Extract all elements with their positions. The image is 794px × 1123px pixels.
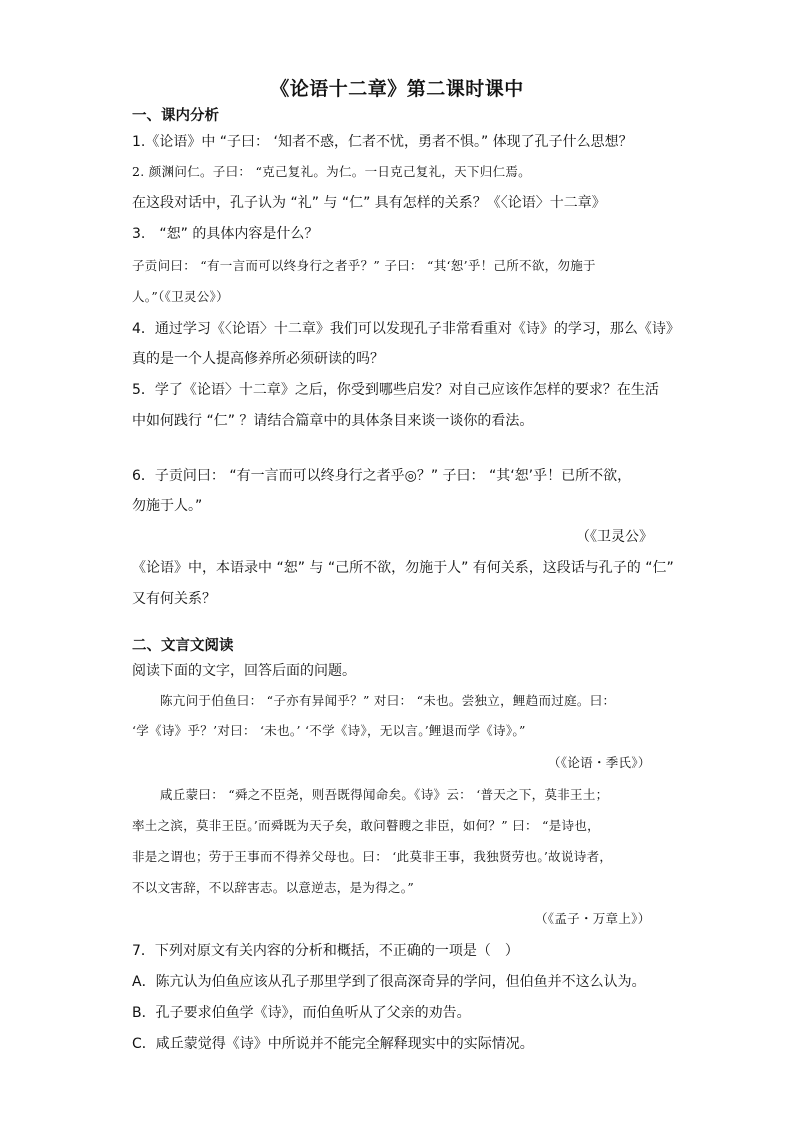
question-6-source: （《卫灵公》 (576, 529, 653, 545)
question-6-line-2: 勿施于人。” (132, 498, 203, 514)
question-5-line-2: 中如何践行 “仁” ？请结合篇章中的具体条目来谈一谈你的看法。 (132, 413, 534, 429)
question-2-text: 在这段对话中，孔子认为 “礼” 与 “仁” 具有怎样的关系？《〈论语〉十二章》 (132, 195, 606, 211)
question-6-question-line-2: 又有何关系？ (132, 591, 216, 607)
section-heading-classical-reading: 二、文言文阅读 (132, 638, 234, 654)
passage-1-line-1: 陈亢问于伯鱼曰： “子亦有异闻乎？” 对曰： “未也。尝独立，鲤趋而过庭。曰： (160, 693, 616, 708)
passage-2-line-4: 不以文害辞，不以辞害志。以意逆志，是为得之。” (132, 880, 415, 895)
question-2-quote: 2. 颜渊问仁。子曰： “克己复礼。为仁。一日克己复礼，天下归仁焉。 (132, 164, 531, 179)
question-6-question-line-1: 《论语》中，本语录中 “恕” 与 “己所不欲，勿施于人” 有何关系，这段话与孔子的 “仁” (132, 560, 674, 576)
reading-instruction: 阅读下面的文字，回答后面的问题。 (132, 663, 356, 679)
passage-2-line-2: 率土之滨，莫非王臣。’而舜既为天子矣，敢问瞽瞍之非臣，如何？” 曰： “是诗也， (132, 818, 600, 833)
question-3-quote-line-1: 子贡问曰： “有一言而可以终身行之者乎？” 子曰： “其‘恕’乎！己所不欲，勿施于 (132, 258, 596, 273)
question-3: 3. “恕” 的具体内容是什么？ (132, 226, 319, 242)
passage-1-line-2: ‘学《诗》乎？’对曰： ‘未也。’ ‘不学《诗》，无以言。’鲤退而学《诗》。” (132, 723, 526, 738)
question-4-line-1: 4．通过学习《〈论语〉十二章》我们可以发现孔子非常看重对《诗》的学习，那么《诗》 (132, 321, 680, 337)
question-3-quote-line-2: 人。”（《卫灵公》） (132, 289, 229, 304)
page-title: 《论语十二章》第二课时课中 (270, 78, 524, 100)
question-7: 7．下列对原文有关内容的分析和概括，不正确的一项是（ ） (132, 943, 519, 959)
question-5-line-1: 5．学了《论语〉十二章》之后，你受到哪些启发？对自己应该作怎样的要求？在生活 (132, 382, 659, 398)
question-1: 1.《论语》中 “子曰： ‘知者不惑，仁者不忧，勇者不惧。” 体现了孔子什么思想？ (132, 134, 633, 150)
option-b: B．孔子要求伯鱼学《诗》，而伯鱼听从了父亲的劝告。 (132, 1005, 471, 1021)
passage-2-source: （《孟子・万章上》） (535, 911, 651, 926)
section-heading-in-class-analysis: 一、课内分析 (132, 108, 219, 124)
question-4-line-2: 真的是一个人提高修养所必须研读的吗？ (132, 351, 384, 367)
question-6-line-1: 6．子贡问曰： “有一言而可以终身行之者乎◎？” 子曰： “其‘恕’乎！已所不欲， (132, 468, 632, 484)
passage-1-source: （《论语・季氏》） (548, 755, 651, 770)
passage-2-line-1: 咸丘蒙曰： “舜之不臣尧，则吾既得闻命矣。《诗》云： ‘普天之下，莫非王土； (160, 787, 609, 802)
option-c: C．咸丘蒙觉得《诗》中所说并不能完全解释现实中的实际情况。 (132, 1036, 534, 1052)
option-a: A．陈亢认为伯鱼应该从孔子那里学到了很高深奇异的学问，但伯鱼并不这么认为。 (132, 974, 646, 990)
passage-2-line-3: 非是之谓也；劳于王事而不得养父母也。曰： ‘此莫非王事，我独贤劳也。’故说诗者， (132, 849, 613, 864)
